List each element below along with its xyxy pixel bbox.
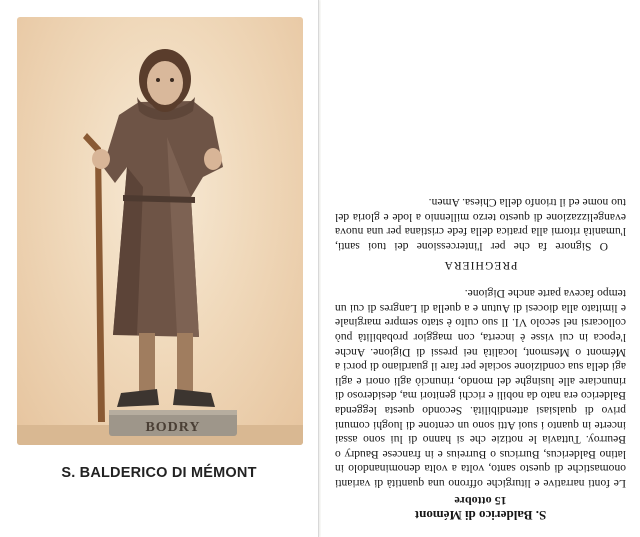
statue-right-shoe: [173, 389, 215, 407]
saint-caption: S. BALDERICO DI MÉMONT: [61, 465, 257, 481]
biography-text: Le fonti narrative e liturgiche offrono una quantità di varianti onomastiche di questo santo, volta a volta denominandolo in latino Baldericus, Burricus o Burreius e in francese Baudry o Beurroy. Tuttavia le notizie che si hanno di lui sono assai incerte in quanto i suoi Atti sono un centone di luoghi comuni privo di qualsiasi attendibilità. Secondo questa leggenda Balderico era nato da nobili e ricchi genitori ma, desideroso di rinunciare alle lusinghe del mondo, rinunciò agli onori e agli agi della sua condizione sociale per fare il guardiano di porci a Mémont o Mesmont, località nei pressi di Digione. Anche l'epoca in cui visse è incerta, con maggior probabilità può collocarsi nel secolo VI. Il suo culto è stato sempre marginale e limitato alla diocesi di Autun e a quella di Langres di cui un tempo faceva parte anche Digione.: [335, 287, 626, 490]
holy-card-back: [321, 0, 640, 537]
statue-left-shoe: [117, 389, 159, 407]
walking-staff: [83, 133, 105, 422]
feast-date: 15 ottobre: [454, 494, 507, 508]
upside-down-text-panel: [321, 0, 640, 537]
plinth-inscription: BODRY: [145, 420, 201, 435]
statue-right-hand: [204, 148, 222, 170]
prayer-text: O Signore fa che per l'intercessione dei tuoi santi, l'umanità ritorni alla pratica della fede cristiana per una nuova evangelizzazione di questo terzo millennio a lode e gloria del tuo nome ed il trionfo della Chiesa. Amen.: [335, 196, 626, 254]
prayer-heading: PREGHIERA: [443, 258, 518, 272]
statue-face: [147, 61, 183, 105]
holy-card-front: [0, 0, 319, 537]
statue-photo: [17, 17, 303, 445]
saint-statue-illustration: [17, 17, 303, 445]
saint-title: S. Balderico di Mémont: [414, 508, 547, 523]
statue-left-hand: [92, 149, 110, 169]
